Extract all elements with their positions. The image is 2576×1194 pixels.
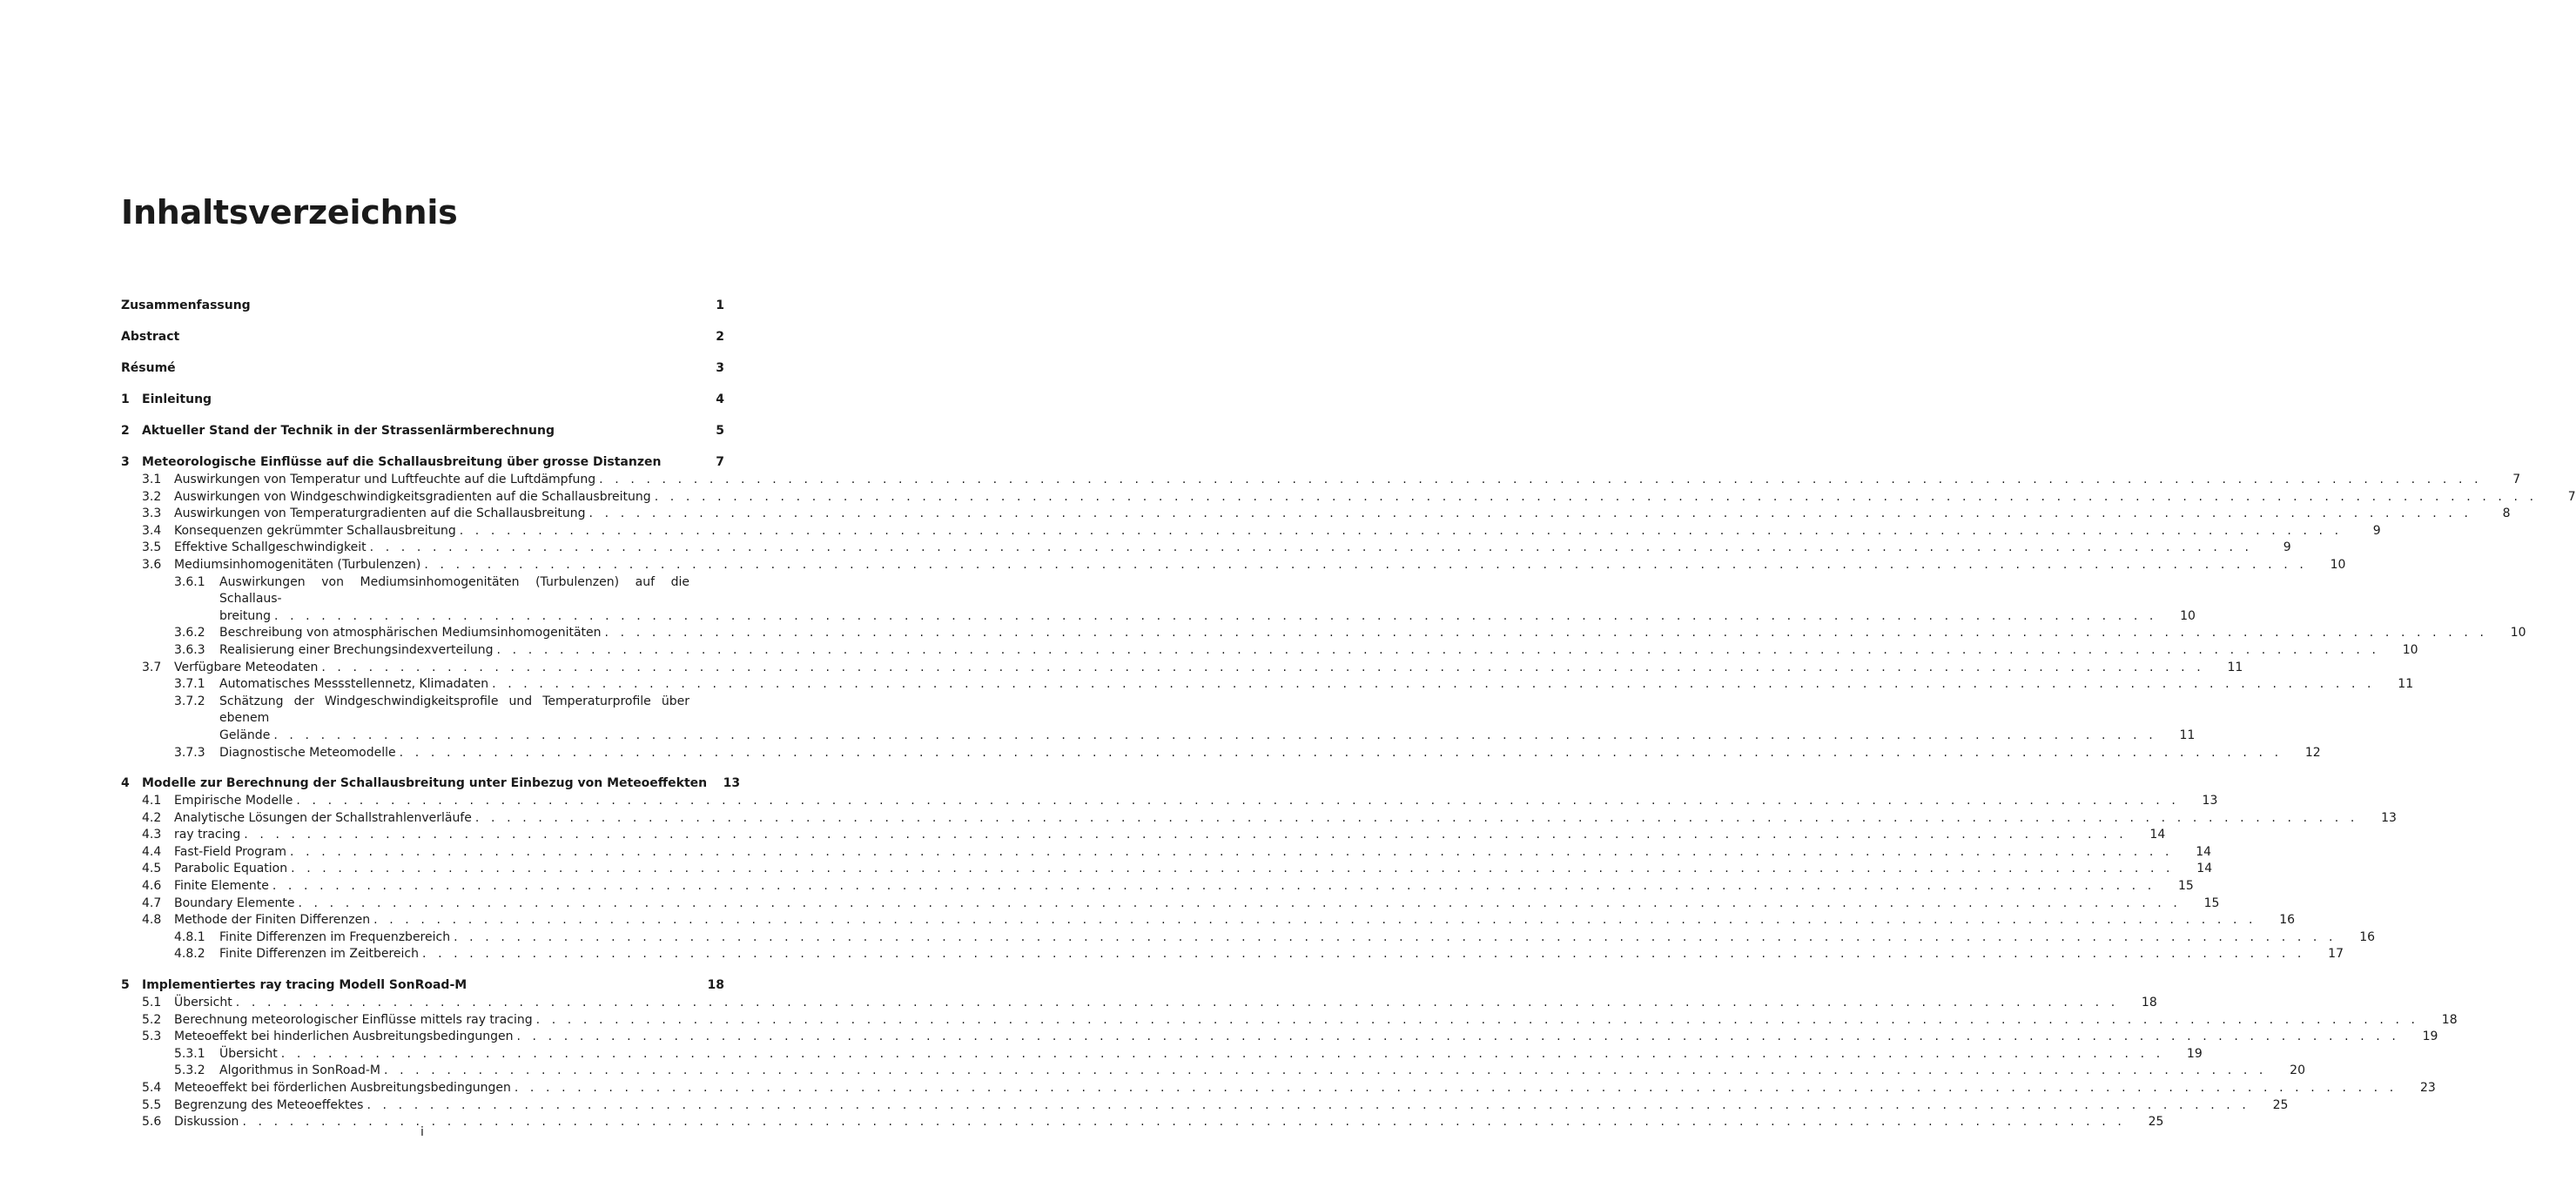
toc-leader-dots: . . . . . . . . . . . . . . . . . . . . . . . . . . . . . . . . . . . . . . . . . . . . . . . . . . . . . . . . . . . . . . . . . . . . . . . . . . . . . . . . . . . . . . . . . . . . . . . . . . . . . . . . . . . . . . . . . . . . . . . . [516, 1030, 2400, 1044]
toc-chapter-entry[interactable] [121, 775, 741, 793]
toc-page-number: 19 [2186, 1046, 2203, 1061]
toc-number: 3.6 [142, 557, 162, 572]
toc-section-entry[interactable] [121, 810, 2397, 828]
toc-leader-dots: . . . . . . . . . . . . . . . . . . . . . . . . . . . . . . . . . . . . . . . . . . . . . . . . . . . . . . . . . . . . . . . . . . . . . . . . . . . . . . . . . . . . . . . . . . . . . . . . . . . . . . . . . . . . . . . . . . . . . . . . [421, 947, 2305, 962]
toc-number: 3.2 [142, 489, 162, 504]
toc-number: 4.1 [142, 794, 162, 808]
toc-page-number: 16 [2359, 929, 2376, 944]
toc-title: Meteoeffekt bei förderlichen Ausbreitungsbedingungen [174, 1081, 511, 1095]
toc-leader-dots: . . . . . . . . . . . . . . . . . . . . . . . . . . . . . . . . . . . . . . . . . . . . . . . . . . . . . . . . . . . . . . . . . . . . . . . . . . . . . . . . . . . . . . . . . . . . . . . . . . . . . . . . . . . . . . . . . . . . . . . . [369, 540, 2253, 555]
toc-subsection-entry[interactable] [121, 929, 2376, 947]
toc-leader-dots: . . . . . . . . . . . . . . . . . . . . . . . . . . . . . . . . . . . . . . . . . . . . . . . . . . . . . . . . . . . . . . . . . . . . . . . . . . . . . . . . . . . . . . . . . . . . . . . . . . . . . . . . . . . . . . . . . . . . . . . . [589, 506, 2472, 521]
toc-number: 4.3 [142, 828, 162, 842]
toc-page-number: 7 [716, 455, 724, 469]
toc-leader-dots: . . . . . . . . . . . . . . . . . . . . . . . . . . . . . . . . . . . . . . . . . . . . . . . . . . . . . . . . . . . . . . . . . . . . . . . . . . . . . . . . . . . . . . . . . . . . . . . . . . . . . . . . . . . . . . . . . . . . . . . . [459, 523, 2343, 538]
toc-number: 5.2 [142, 1012, 162, 1027]
toc-page-number: 14 [2196, 862, 2213, 876]
toc-page-number: 15 [2203, 896, 2220, 910]
toc-chapter-entry[interactable] [121, 298, 724, 315]
toc-number: 3.5 [142, 540, 162, 555]
toc-page-number: 4 [716, 392, 724, 406]
toc-number: 5.3 [142, 1030, 162, 1044]
toc-title-continuation: Gelände [219, 728, 271, 742]
toc-number: 4.6 [142, 879, 162, 894]
toc-section-entry[interactable] [121, 557, 2346, 574]
toc-leader-dots: . . . . . . . . . . . . . . . . . . . . . . . . . . . . . . . . . . . . . . . . . . . . . . . . . . . . . . . . . . . . . . . . . . . . . . . . . . . . . . . . . . . . . . . . . . . . . . . . . . . . . . . . . . . . . . . . . . . . . . . . [272, 879, 2156, 894]
toc-title: Beschreibung von atmosphärischen Mediumsinhomogenitäten [219, 626, 602, 641]
toc-number: 4.8 [142, 913, 162, 928]
toc-number: 3.7.2 [174, 694, 205, 708]
toc-number: 5.6 [142, 1115, 162, 1130]
toc-leader-dots: . . . . . . . . . . . . . . . . . . . . . . . . . . . . . . . . . . . . . . . . . . . . . . . . . . . . . . . . . . . . . . . . . . . . . . . . . . . . . . . . . . . . . . . . . . . . . . . . . . . . . . . . . . . . . . . . . . . . . . . . [373, 913, 2257, 928]
toc-title: Begrenzung des Meteoeffektes [174, 1097, 364, 1112]
toc-page-number: 8 [2502, 506, 2511, 521]
toc-title: Meteoeffekt bei hinderlichen Ausbreitungsbedingungen [174, 1030, 514, 1044]
toc-section-entry[interactable] [121, 912, 2296, 929]
toc-page-number: 25 [2272, 1097, 2289, 1112]
toc-section-entry[interactable] [121, 472, 2521, 489]
toc-title: Finite Elemente [174, 879, 269, 894]
toc-page-number: 14 [2149, 828, 2166, 842]
toc-number: 3 [121, 455, 130, 469]
toc-section-entry[interactable] [121, 1029, 2438, 1046]
toc-page-number: 5 [716, 424, 724, 438]
toc-number: 3.6.3 [174, 642, 205, 657]
toc-leader-dots: . . . . . . . . . . . . . . . . . . . . . . . . . . . . . . . . . . . . . . . . . . . . . . . . . . . . . . . . . . . . . . . . . . . . . . . . . . . . . . . . . . . . . . . . . . . . . . . . . . . . . . . . . . . . . . . . . . . . . . . . [296, 794, 2180, 808]
toc-number: 4 [121, 776, 130, 791]
toc-number: 3.1 [142, 473, 162, 486]
toc-page-number: 11 [2179, 728, 2196, 742]
toc-section-entry[interactable] [121, 844, 2212, 862]
toc-section-entry[interactable] [121, 1097, 2289, 1115]
toc-title: Empirische Modelle [174, 794, 293, 808]
toc-number: 4.8.1 [174, 929, 205, 944]
toc-leader-dots: . . . . . . . . . . . . . . . . . . . . . . . . . . . . . . . . . . . . . . . . . . . . . . . . . . . . . . . . . . . . . . . . . . . . . . . . . . . . . . . . . . . . . . . . . . . . . . . . . . . . . . . . . . . . . . . . . . . . . . . . [244, 828, 2128, 842]
toc-section-entry[interactable] [121, 995, 2157, 1012]
toc-page-number: 3 [716, 361, 724, 375]
toc-leader-dots: . . . . . . . . . . . . . . . . . . . . . . . . . . . . . . . . . . . . . . . . . . . . . . . . . . . . . . . . . . . . . . . . . . . . . . . . . . . . . . . . . . . . . . . . . . . . . . . . . . . . . . . . . . . . . . . . . . . . . . . . [454, 929, 2337, 944]
toc-leader-dots: . . . . . . . . . . . . . . . . . . . . . . . . . . . . . . . . . . . . . . . . . . . . . . . . . . . . . . . . . . . . . . . . . . . . . . . . . . . . . . . . . . . . . . . . . . . . . . . . . . . . . . . . . . . . . . . . . . . . . . . . [474, 810, 2358, 825]
toc-leader-dots: . . . . . . . . . . . . . . . . . . . . . . . . . . . . . . . . . . . . . . . . . . . . . . . . . . . . . . . . . . . . . . . . . . . . . . . . . . . . . . . . . . . . . . . . . . . . . . . . . . . . . . . . . . . . . . . . . . . . . . . . [599, 473, 2483, 486]
toc-page-number: 7 [2512, 473, 2521, 486]
toc-leader-dots: . . . . . . . . . . . . . . . . . . . . . . . . . . . . . . . . . . . . . . . . . . . . . . . . . . . . . . . . . . . . . . . . . . . . . . . . . . . . . . . . . . . . . . . . . . . . . . . . . . . . . . . . . . . . . . . . . . . . . . . . [492, 677, 2376, 692]
toc-page-number: 11 [2227, 660, 2243, 674]
toc-section-entry[interactable] [121, 506, 2511, 523]
toc-number: 3.6.1 [174, 574, 205, 589]
toc-leader-dots: . . . . . . . . . . . . . . . . . . . . . . . . . . . . . . . . . . . . . . . . . . . . . . . . . . . . . . . . . . . . . . . . . . . . . . . . . . . . . . . . . . . . . . . . . . . . . . . . . . . . . . . . . . . . . . . . . . . . . . . . [514, 1081, 2398, 1095]
toc-section-entry[interactable] [121, 793, 2218, 810]
toc-page-number: 17 [2328, 947, 2344, 962]
toc-title: Meteorologische Einflüsse auf die Schallausbreitung über grosse Distanzen [142, 455, 662, 469]
toc-section-entry[interactable] [121, 827, 2166, 844]
toc-number: 3.6.2 [174, 626, 205, 641]
toc-title: Algorithmus in SonRoad-M [219, 1063, 380, 1078]
toc-page-number: 25 [2148, 1115, 2164, 1130]
toc-number: 3.7.1 [174, 677, 205, 692]
toc-number: 2 [121, 424, 130, 438]
toc-section-entry[interactable] [121, 1012, 2458, 1030]
toc-title: Diagnostische Meteomodelle [219, 745, 396, 760]
toc-page-number: 19 [2422, 1030, 2438, 1044]
toc-section-entry[interactable] [121, 660, 2243, 677]
toc-leader-dots: . . . . . . . . . . . . . . . . . . . . . . . . . . . . . . . . . . . . . . . . . . . . . . . . . . . . . . . . . . . . . . . . . . . . . . . . . . . . . . . . . . . . . . . . . . . . . . . . . . . . . . . . . . . . . . . . . . . . . . . . [291, 862, 2175, 876]
toc-title: Effektive Schallgeschwindigkeit [174, 540, 367, 555]
toc-title: Auswirkungen von Temperaturgradienten auf die Schallausbreitung [174, 506, 586, 521]
toc-leader-dots: . . . . . . . . . . . . . . . . . . . . . . . . . . . . . . . . . . . . . . . . . . . . . . . . . . . . . . . . . . . . . . . . . . . . . . . . . . . . . . . . . . . . . . . . . . . . . . . . . . . . . . . . . . . . . . . . . . . . . . . . [290, 844, 2174, 859]
toc-number: 3.7.3 [174, 745, 205, 760]
toc-title: Methode der Finiten Differenzen [174, 913, 371, 928]
toc-leader-dots: . . . . . . . . . . . . . . . . . . . . . . . . . . . . . . . . . . . . . . . . . . . . . . . . . . . . . . . . . . . . . . . . . . . . . . . . . . . . . . . . . . . . . . . . . . . . . . . . . . . . . . . . . . . . . . . . . . . . . . . . [604, 626, 2488, 641]
toc-subsection-entry[interactable] [121, 574, 2196, 626]
toc-leader-dots: . . . . . . . . . . . . . . . . . . . . . . . . . . . . . . . . . . . . . . . . . . . . . . . . . . . . . . . . . . . . . . . . . . . . . . . . . . . . . . . . . . . . . . . . . . . . . . . . . . . . . . . . . . . . . . . . . . . . . . . . [535, 1012, 2419, 1027]
toc-page-number: 12 [2304, 745, 2321, 760]
toc-number: 3.4 [142, 523, 162, 538]
toc-page-number: 9 [2372, 523, 2381, 538]
toc-section-entry[interactable] [121, 861, 2213, 878]
toc-chapter-entry[interactable] [121, 423, 724, 440]
toc-subsection-entry[interactable] [121, 676, 2414, 694]
toc-leader-dots: . . . . . . . . . . . . . . . . . . . . . . . . . . . . . . . . . . . . . . . . . . . . . . . . . . . . . . . . . . . . . . . . . . . . . . . . . . . . . . . . . . . . . . . . . . . . . . . . . . . . . . . . . . . . . . . . . . . . . . . . [654, 489, 2538, 504]
toc-page-number: 23 [2420, 1081, 2436, 1095]
toc-leader-dots: . . . . . . . . . . . . . . . . . . . . . . . . . . . . . . . . . . . . . . . . . . . . . . . . . . . . . . . . . . . . . . . . . . . . . . . . . . . . . . . . . . . . . . . . . . . . . . . . . . . . . . . . . . . . . . . . . . . . . . . . [235, 996, 2119, 1010]
toc-subsection-entry[interactable] [121, 1046, 2203, 1063]
toc-page-number: 9 [2283, 540, 2291, 555]
toc-number: 5.4 [142, 1081, 162, 1095]
toc-number: 4.2 [142, 810, 162, 825]
toc-title: Boundary Elemente [174, 896, 295, 910]
toc-page-number: 18 [2141, 996, 2157, 1010]
toc-title: Schätzung der Windgeschwindigkeitsprofile und Temperaturprofile über ebenem [219, 694, 689, 726]
toc-title: Realisierung einer Brechungsindexverteilung [219, 642, 494, 657]
toc-title: Finite Differenzen im Frequenzbereich [219, 929, 451, 944]
toc-leader-dots: . . . . . . . . . . . . . . . . . . . . . . . . . . . . . . . . . . . . . . . . . . . . . . . . . . . . . . . . . . . . . . . . . . . . . . . . . . . . . . . . . . . . . . . . . . . . . . . . . . . . . . . . . . . . . . . . . . . . . . . . [280, 1046, 2164, 1061]
toc-leader-dots: . . . . . . . . . . . . . . . . . . . . . . . . . . . . . . . . . . . . . . . . . . . . . . . . . . . . . . . . . . . . . . . . . . . . . . . . . . . . . . . . . . . . . . . . . . . . . . . . . . . . . . . . . . . . . . . . . . . . . . . . [242, 1115, 2126, 1130]
toc-chapter-entry[interactable] [121, 360, 724, 378]
toc-subsection-entry[interactable] [121, 745, 2321, 762]
toc-page-number: 13 [2202, 794, 2218, 808]
toc-title: Abstract [121, 330, 180, 344]
toc-subsection-entry[interactable] [121, 642, 2418, 660]
toc-chapter-entry[interactable] [121, 329, 724, 346]
toc-page-number: 11 [2398, 677, 2414, 692]
toc-title: Fast-Field Program [174, 844, 287, 859]
toc-title: Übersicht [174, 996, 232, 1010]
toc-chapter-entry[interactable] [121, 454, 724, 472]
toc-page-number: 13 [723, 776, 741, 791]
toc-title: Parabolic Equation [174, 862, 288, 876]
toc-number: 1 [121, 392, 130, 406]
footer-page-number: i [420, 1125, 424, 1139]
toc-page-number: 2 [716, 330, 724, 344]
toc-number: 4.8.2 [174, 947, 205, 962]
toc-section-entry[interactable] [121, 540, 2291, 557]
toc-page-number: 10 [2510, 626, 2526, 641]
page-title: Inhaltsverzeichnis [121, 193, 458, 231]
toc-number: 5.3.1 [174, 1046, 205, 1061]
toc-chapter-entry[interactable] [121, 392, 724, 409]
toc-number: 4.4 [142, 844, 162, 859]
toc-section-entry[interactable] [121, 523, 2381, 540]
toc-page-number: 10 [2180, 608, 2196, 623]
toc-page-number: 1 [716, 298, 724, 312]
toc-number: 5.3.2 [174, 1063, 205, 1078]
toc-page-number: 16 [2279, 913, 2296, 928]
toc-title: Automatisches Messstellennetz, Klimadaten [219, 677, 489, 692]
toc-leader-dots: . . . . . . . . . . . . . . . . . . . . . . . . . . . . . . . . . . . . . . . . . . . . . . . . . . . . . . . . . . . . . . . . . . . . . . . . . . . . . . . . . . . . . . . . . . . . . . . . . . . . . . . . . . . . . . . . . . . . . . . . [496, 642, 2380, 657]
toc-number: 4.5 [142, 862, 162, 876]
toc-page-number: 10 [2330, 557, 2346, 572]
toc-title-continuation: breitung [219, 608, 271, 623]
toc-number: 5 [121, 978, 130, 993]
toc-leader-dots: . . . . . . . . . . . . . . . . . . . . . . . . . . . . . . . . . . . . . . . . . . . . . . . . . . . . . . . . . . . . . . . . . . . . . . . . . . . . . . . . . . . . . . . . . . . . . . . . . . . . . . . . . . . . . . . . . . . . . . . . [383, 1063, 2267, 1078]
toc-subsection-entry[interactable] [121, 1063, 2305, 1080]
toc-page-number: 18 [707, 978, 724, 993]
toc-title: Auswirkungen von Windgeschwindigkeitsgradienten auf die Schallausbreitung [174, 489, 651, 504]
table-of-contents [121, 298, 2576, 1131]
toc-page-number: 13 [2381, 810, 2397, 825]
toc-number: 3.7 [142, 660, 162, 674]
toc-title: Finite Differenzen im Zeitbereich [219, 947, 419, 962]
toc-title: Einleitung [142, 392, 212, 406]
toc-section-entry[interactable] [121, 1080, 2436, 1097]
toc-leader-dots: . . . . . . . . . . . . . . . . . . . . . . . . . . . . . . . . . . . . . . . . . . . . . . . . . . . . . . . . . . . . . . . . . . . . . . . . . . . . . . . . . . . . . . . . . . . . . . . . . . . . . . . . . . . . . . . . . . . . . . . . [298, 896, 2182, 910]
toc-title: Résumé [121, 361, 176, 375]
toc-chapter-entry[interactable] [121, 977, 724, 995]
toc-leader-dots: . . . . . . . . . . . . . . . . . . . . . . . . . . . . . . . . . . . . . . . . . . . . . . . . . . . . . . . . . . . . . . . . . . . . . . . . . . . . . . . . . . . . . . . . . . . . . . . . . . . . . . . . . . . . . . . . . . . . . . . . [273, 608, 2157, 623]
toc-title: Übersicht [219, 1046, 278, 1061]
toc-page-number: 18 [2441, 1012, 2458, 1027]
toc-subsection-entry[interactable] [121, 694, 2196, 745]
toc-title: Konsequenzen gekrümmter Schallausbreitung [174, 523, 456, 538]
toc-leader-dots: . . . . . . . . . . . . . . . . . . . . . . . . . . . . . . . . . . . . . . . . . . . . . . . . . . . . . . . . . . . . . . . . . . . . . . . . . . . . . . . . . . . . . . . . . . . . . . . . . . . . . . . . . . . . . . . . . . . . . . . . [367, 1097, 2250, 1112]
toc-title: Implementiertes ray tracing Modell SonRoad-M [142, 978, 467, 993]
toc-page-number: 7 [2567, 489, 2576, 504]
toc-number: 5.5 [142, 1097, 162, 1112]
toc-title: Berechnung meteorologischer Einflüsse mittels ray tracing [174, 1012, 533, 1027]
toc-leader-dots: . . . . . . . . . . . . . . . . . . . . . . . . . . . . . . . . . . . . . . . . . . . . . . . . . . . . . . . . . . . . . . . . . . . . . . . . . . . . . . . . . . . . . . . . . . . . . . . . . . . . . . . . . . . . . . . . . . . . . . . . [273, 728, 2157, 742]
toc-subsection-entry[interactable] [121, 625, 2526, 642]
toc-page-number: 10 [2402, 642, 2418, 657]
toc-page-number: 20 [2290, 1063, 2305, 1078]
toc-title: Diskussion [174, 1115, 239, 1130]
toc-title: Aktueller Stand der Technik in der Strassenlärmberechnung [142, 424, 555, 438]
toc-title: Verfügbare Meteodaten [174, 660, 319, 674]
toc-title: Auswirkungen von Mediumsinhomogenitäten (Turbulenzen) auf die Schallaus- [219, 574, 689, 607]
toc-title: ray tracing [174, 828, 241, 842]
toc-leader-dots: . . . . . . . . . . . . . . . . . . . . . . . . . . . . . . . . . . . . . . . . . . . . . . . . . . . . . . . . . . . . . . . . . . . . . . . . . . . . . . . . . . . . . . . . . . . . . . . . . . . . . . . . . . . . . . . . . . . . . . . . [399, 745, 2283, 760]
toc-leader-dots: . . . . . . . . . . . . . . . . . . . . . . . . . . . . . . . . . . . . . . . . . . . . . . . . . . . . . . . . . . . . . . . . . . . . . . . . . . . . . . . . . . . . . . . . . . . . . . . . . . . . . . . . . . . . . . . . . . . . . . . . [321, 660, 2205, 674]
toc-number: 5.1 [142, 996, 162, 1010]
toc-section-entry[interactable] [121, 896, 2220, 913]
toc-title: Auswirkungen von Temperatur und Luftfeuchte auf die Luftdämpfung [174, 473, 596, 486]
toc-title: Analytische Lösungen der Schallstrahlenverläufe [174, 810, 472, 825]
toc-leader-dots: . . . . . . . . . . . . . . . . . . . . . . . . . . . . . . . . . . . . . . . . . . . . . . . . . . . . . . . . . . . . . . . . . . . . . . . . . . . . . . . . . . . . . . . . . . . . . . . . . . . . . . . . . . . . . . . . . . . . . . . . [424, 557, 2308, 572]
toc-number: 4.7 [142, 896, 162, 910]
toc-section-entry[interactable] [121, 489, 2576, 506]
toc-number: 3.3 [142, 506, 162, 521]
toc-page-number: 15 [2178, 879, 2194, 894]
toc-section-entry[interactable] [121, 878, 2194, 896]
toc-page-number: 14 [2196, 844, 2212, 859]
toc-subsection-entry[interactable] [121, 946, 2344, 963]
toc-title: Zusammenfassung [121, 298, 251, 312]
toc-title: Modelle zur Berechnung der Schallausbreitung unter Einbezug von Meteoeffekten [142, 776, 708, 791]
toc-title: Mediumsinhomogenitäten (Turbulenzen) [174, 557, 421, 572]
